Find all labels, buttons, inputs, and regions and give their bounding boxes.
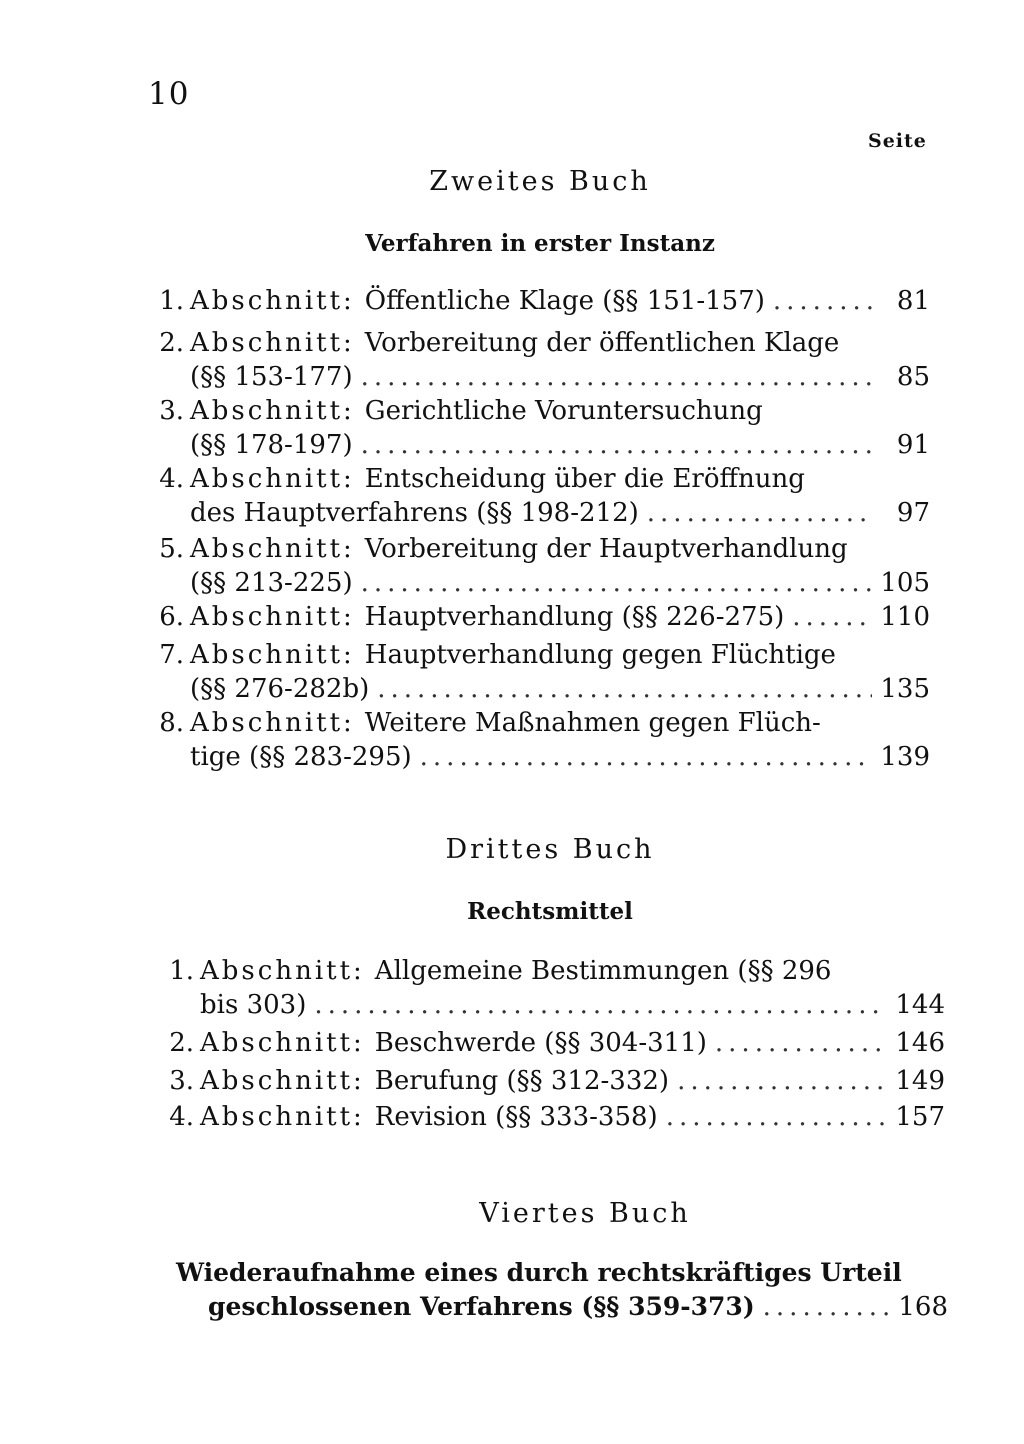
seite-header: Seite bbox=[868, 130, 927, 152]
page-number: 10 bbox=[148, 76, 190, 112]
entry-label: Abschnitt: bbox=[190, 640, 355, 670]
entry-text-continued: des Hauptverfahrens (§§ 198-212) bbox=[190, 498, 639, 528]
entry-label: Abschnitt: bbox=[190, 602, 355, 632]
entry-number: 2. bbox=[159, 328, 184, 358]
entry-text: Revision (§§ 333-358) bbox=[374, 1102, 658, 1132]
entry-text: Beschwerde (§§ 304-311) bbox=[374, 1028, 707, 1058]
book-title-drittes: Drittes Buch bbox=[445, 834, 655, 865]
entry-page: 97 bbox=[896, 498, 930, 528]
entry-label: Abschnitt: bbox=[190, 464, 355, 494]
entry-text: Öffentliche Klage (§§ 151-157) bbox=[364, 286, 765, 316]
entry-text-continued: (§§ 178-197) bbox=[190, 430, 353, 460]
entry-page: 168 bbox=[898, 1292, 948, 1322]
entry-page: 157 bbox=[895, 1102, 945, 1132]
entry-number: 7. bbox=[159, 640, 184, 670]
entry-page: 135 bbox=[880, 674, 930, 704]
entry-label: Abschnitt: bbox=[190, 286, 355, 316]
book-title-viertes: Viertes Buch bbox=[479, 1198, 691, 1229]
toc-entry bbox=[150, 600, 930, 634]
dot-leader bbox=[677, 1064, 887, 1098]
dot-leader bbox=[314, 988, 887, 1022]
dot-leader bbox=[715, 1026, 887, 1060]
toc-entry bbox=[150, 638, 930, 706]
entry-label: Abschnitt: bbox=[200, 1028, 365, 1058]
entry-text: Gerichtliche Voruntersuchung bbox=[364, 396, 763, 426]
dot-leader bbox=[361, 428, 872, 462]
book-title-zweites: Zweites Buch bbox=[429, 166, 651, 197]
entry-number: 5. bbox=[159, 534, 184, 564]
entry-text: Allgemeine Bestimmungen (§§ 296 bbox=[374, 956, 832, 986]
dot-leader bbox=[792, 600, 872, 634]
wiederaufnahme-line2: geschlossenen Verfahrens (§§ 359-373) bbox=[208, 1292, 755, 1321]
entry-page: 105 bbox=[880, 568, 930, 598]
dot-leader bbox=[763, 1290, 890, 1324]
entry-label: Abschnitt: bbox=[190, 534, 355, 564]
entry-number: 2. bbox=[169, 1028, 194, 1058]
entry-page: 81 bbox=[896, 286, 930, 316]
dot-leader bbox=[377, 672, 872, 706]
entry-label: Abschnitt: bbox=[190, 708, 355, 738]
entry-text: Vorbereitung der Hauptverhandlung bbox=[364, 534, 848, 564]
entry-text-continued: bis 303) bbox=[200, 990, 307, 1020]
entry-label: Abschnitt: bbox=[200, 1066, 365, 1096]
entry-number: 3. bbox=[159, 396, 184, 426]
entry-page: 146 bbox=[895, 1028, 945, 1058]
entry-text: Entscheidung über die Eröffnung bbox=[364, 464, 805, 494]
entry-text: Vorbereitung der öffentlichen Klage bbox=[364, 328, 840, 358]
toc-entry bbox=[160, 954, 945, 1022]
dot-leader bbox=[647, 496, 872, 530]
toc-entry bbox=[150, 706, 930, 774]
entry-text: Hauptverhandlung (§§ 226-275) bbox=[364, 602, 785, 632]
entry-label: Abschnitt: bbox=[190, 396, 355, 426]
toc-entry bbox=[150, 326, 930, 394]
dot-leader bbox=[666, 1100, 887, 1134]
entry-page: 85 bbox=[896, 362, 930, 392]
entry-number: 6. bbox=[159, 602, 184, 632]
toc-entry bbox=[150, 284, 930, 318]
entry-number: 1. bbox=[169, 956, 194, 986]
entry-label: Abschnitt: bbox=[200, 1102, 365, 1132]
toc-entry bbox=[150, 462, 930, 530]
entry-page: 91 bbox=[896, 430, 930, 460]
section-title-rechtsmittel: Rechtsmittel bbox=[467, 898, 633, 925]
toc-entry-wiederaufnahme bbox=[176, 1256, 948, 1324]
entry-label: Abschnitt: bbox=[190, 328, 355, 358]
toc-entry bbox=[150, 394, 930, 462]
entry-text: Weitere Maßnahmen gegen Flüch- bbox=[364, 708, 821, 738]
entry-number: 4. bbox=[169, 1102, 194, 1132]
entry-page: 110 bbox=[880, 602, 930, 632]
entry-number: 4. bbox=[159, 464, 184, 494]
entry-number: 1. bbox=[159, 286, 184, 316]
wiederaufnahme-line1: Wiederaufnahme eines durch rechtskräftiges Urteil bbox=[176, 1258, 902, 1287]
toc-entry bbox=[150, 532, 930, 600]
entry-text: Hauptverhandlung gegen Flüchtige bbox=[364, 640, 836, 670]
section-title-verfahren: Verfahren in erster Instanz bbox=[365, 230, 715, 257]
entry-page: 139 bbox=[880, 742, 930, 772]
entry-text-continued: tige (§§ 283-295) bbox=[190, 742, 412, 772]
entry-number: 8. bbox=[159, 708, 184, 738]
entry-page: 149 bbox=[895, 1066, 945, 1096]
toc-entry bbox=[160, 1100, 945, 1134]
entry-text: Berufung (§§ 312-332) bbox=[374, 1066, 670, 1096]
toc-entry bbox=[160, 1064, 945, 1098]
dot-leader bbox=[361, 360, 872, 394]
toc-entry bbox=[160, 1026, 945, 1060]
entry-page: 144 bbox=[895, 990, 945, 1020]
entry-text-continued: (§§ 213-225) bbox=[190, 568, 353, 598]
entry-number: 3. bbox=[169, 1066, 194, 1096]
dot-leader bbox=[773, 284, 872, 318]
entry-label: Abschnitt: bbox=[200, 956, 365, 986]
entry-text-continued: (§§ 153-177) bbox=[190, 362, 353, 392]
dot-leader bbox=[420, 740, 872, 774]
dot-leader bbox=[361, 566, 872, 600]
entry-text-continued: (§§ 276-282b) bbox=[190, 674, 370, 704]
